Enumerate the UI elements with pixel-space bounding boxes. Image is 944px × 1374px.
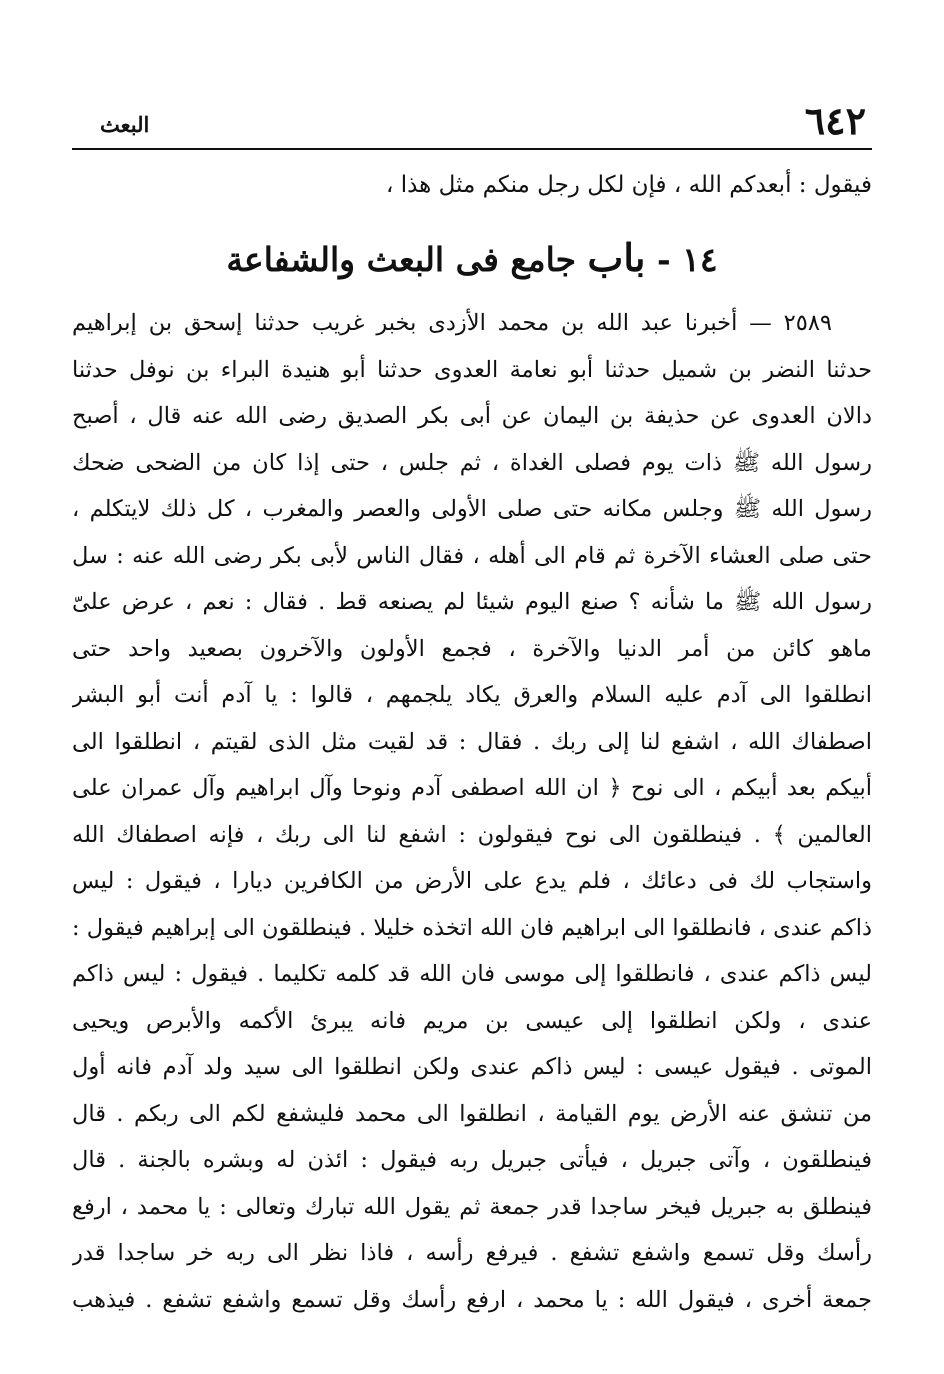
text-line: ماهو كائن من أمر الدنيا والآخرة ، فجمع الأولون والآخرون بصعيد واحد حتى (72, 635, 872, 662)
text-line: حتى صلى العشاء الآخرة ثم قام الى أهله ، فقال الناس لأبى بكر رضى الله عنه : سل (72, 542, 872, 569)
chapter-heading (72, 232, 872, 286)
chapter-bab-word: باب (587, 235, 646, 280)
text-line: الموتى . فيقول عيسى : ليس ذاكم عندى ولكن انطلقوا الى سيد ولد آدم فانه أول (72, 1054, 872, 1080)
text-line: ليس ذاكم عندى ، فانطلقوا إلى موسى فان الله قد كلمه تكليما . فيقول : ليس ذاكم (72, 961, 872, 987)
text-line: ٢٥٨٩ — أخبرنا عبد الله بن محمد الأزدى بخبر غريب حدثنا إسحق بن إبراهيم (72, 310, 832, 336)
text-line: أبيكم بعد أبيكم ، الى نوح ﴿ ان الله اصطفى آدم ونوحا وآل ابراهيم وآل عمران على (72, 775, 872, 801)
text-line: رسول الله ﷺ وجلس مكانه حتى صلى الأولى والعصر والمغرب ، كل ذلك لايتكلم ، (72, 496, 872, 522)
text-line: رسول الله ﷺ ذات يوم فصلى الغداة ، ثم جلس ، حتى إذا كان من الضحى ضحك (72, 449, 872, 476)
text-line: فينطلق به جبريل فيخر ساجدا قدر جمعة ثم يقول الله تبارك وتعالى : يا محمد ، ارفع (72, 1193, 872, 1220)
carry-over-line: فيقول : أبعدكم الله ، فإن لكل رجل منكم مثل هذا ، (385, 172, 872, 198)
text-line: العالمين ﴾ . فينطلقون الى نوح فيقولون : اشفع لنا الى ربك ، فإنه اصطفاك الله (72, 821, 872, 848)
text-line: جمعة أخرى ، فيقول الله : يا محمد ، ارفع رأسك وقل تسمع واشفع تشفع . فيذهب (72, 1286, 872, 1313)
running-section-title: البعث (100, 112, 150, 137)
text-line: دالان العدوى عن حذيفة بن اليمان عن أبى بكر الصديق رضى الله عنه قال ، أصبح (72, 403, 872, 429)
text-line: رأسك وقل تسمع واشفع تشفع . فيرفع رأسه ، فاذا نظر الى ربه خر ساجدا قدر (72, 1240, 872, 1266)
chapter-number: ١٤ - (656, 240, 718, 279)
text-line: من تنشق عنه الأرض يوم القيامة ، انطلقوا الى محمد فليشفع لكم الى ربكم . قال (72, 1100, 872, 1127)
text-line: حدثنا النضر بن شميل حدثنا أبو نعامة العدوى حدثنا أبو هنيدة البراء بن نوفل حدثنا (72, 356, 872, 383)
text-line: انطلقوا الى آدم عليه السلام والعرق يكاد يلجمهم ، قالوا : يا آدم أنت أبو البشر (72, 682, 872, 708)
text-line: واستجاب لك فى دعائك ، فلم يدع على الأرض من الكافرين ديارا ، فيقول : ليس (72, 868, 872, 894)
page-number: ٦٤٢ (804, 98, 866, 143)
hadith-body (72, 300, 872, 1323)
running-header (72, 98, 872, 150)
text-line: رسول الله ﷺ ما شأنه ؟ صنع اليوم شيئا لم يصنعه قط . فقال : نعم ، عرض علىّ (72, 589, 872, 615)
chapter-title: جامع فى البعث والشفاعة (226, 240, 577, 279)
text-line: اصطفاك الله ، اشفع لنا إلى ربك . فقال : قد لقيت مثل الذى لقيتم ، انطلقوا الى (72, 728, 872, 755)
text-line: ذاكم عندى ، فانطلقوا الى ابراهيم فان الله اتخذه خليلا . فينطلقون الى إبراهيم فيقول : (72, 914, 872, 941)
text-line: عندى ، ولكن انطلقوا إلى عيسى بن مريم فانه يبرئ الأكمه والأبرص ويحيى (72, 1007, 872, 1034)
text-line: فينطلقون ، وآتى جبريل ، فيأتى جبريل ربه فيقول : ائذن له وبشره بالجنة . قال (72, 1147, 872, 1173)
